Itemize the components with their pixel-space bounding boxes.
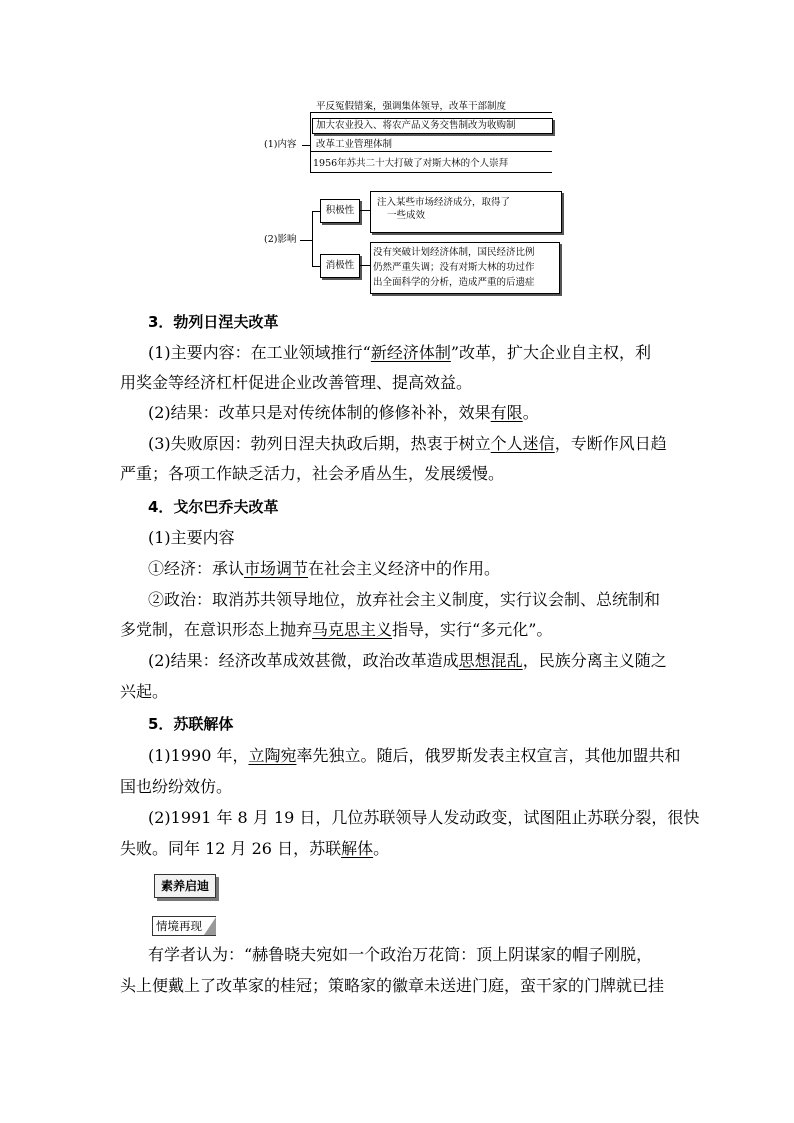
item-underline (310, 172, 552, 173)
positive-label-box (320, 199, 360, 223)
text: 率先独立。随后，俄罗斯发表主权宣言，其他加盟共和 (296, 746, 681, 765)
scenario-badge-label: 情境再现 (156, 919, 202, 933)
content-item-2-box (312, 118, 553, 134)
text: ①经济：承认 (148, 559, 245, 578)
text: 多党制，在意识形态上抛弃 (120, 620, 313, 639)
negative-label-box (320, 254, 360, 278)
literacy-badge: 素养启迪 (154, 874, 216, 898)
text: 。 (373, 839, 390, 858)
bracket-line (312, 211, 313, 266)
text: ，民族分离主义随之 (522, 651, 667, 670)
text: (3)失败原因：勃列日涅夫执政后期，热衷于树立 (148, 434, 491, 453)
section-4-p3-line2 (120, 619, 552, 641)
section-3-p1-line2: 用奖金等经济杠杆促进企业改善管理、提高效益。 (120, 373, 473, 392)
section-4-p4-line1 (148, 650, 667, 672)
positive-text-line-2: 一些成效 (387, 210, 426, 221)
content-item-4: 1956年苏共二十大打破了对斯大林的个人崇拜 (313, 158, 509, 169)
section-3-p2 (148, 402, 539, 424)
section-4-p4-line2: 兴起。 (120, 682, 169, 701)
text: 失败。同年 12 月 26 日，苏联 (120, 839, 342, 858)
section-5-p1-line2: 国也纷纷效仿。 (120, 777, 233, 796)
bracket-line (310, 112, 311, 172)
text: (1)主要内容：在工业领域推行“ (148, 343, 371, 362)
key-term: 市场调节 (244, 559, 309, 578)
connector-line (300, 240, 312, 241)
section-3-p1-line1 (148, 342, 651, 364)
positive-text-line-1: 注入某些市场经济成分，取得了 (377, 197, 511, 208)
connector-line (360, 265, 370, 266)
content-item-2: 加大农业投入、将农产品义务交售制改为收购制 (316, 120, 516, 131)
connector-line (312, 211, 320, 212)
positive-label: 积极性 (325, 205, 355, 216)
khrushchev-reform-diagram (0, 0, 794, 300)
key-term: 解体 (341, 839, 374, 858)
negative-text-line-2: 仍然严重失调；没有对斯大林的功过作 (373, 262, 535, 273)
negative-text-line-1: 没有突破计划经济体制，国民经济比例 (373, 247, 535, 258)
key-term: 立陶宛 (248, 746, 297, 765)
negative-text-box (370, 242, 560, 294)
text: ”改革，扩大企业自主权，利 (450, 343, 652, 362)
section-3-p3-line2: 严重；各项工作缺乏活力，社会矛盾丛生，发展缓慢。 (120, 464, 505, 483)
key-term: 马克思主义 (312, 620, 393, 639)
scenario-badge (152, 916, 216, 936)
content-item-1: 平反冤假错案，强调集体领导，改革干部制度 (316, 101, 507, 112)
positive-text-box (370, 191, 562, 233)
section-5-p2-line2 (120, 838, 389, 860)
impact-label: (2)影响 (264, 234, 297, 245)
section-5-heading: 5．苏联解体 (148, 715, 234, 733)
closing-line-2: 头上便戴上了改革家的桂冠；策略家的徽章未送进门庭，蛮干家的门牌就已挂 (120, 976, 665, 995)
connector-line (312, 266, 320, 267)
section-3-heading: 3．勃列日涅夫改革 (148, 313, 279, 331)
text: ，专断作风日趋 (554, 434, 667, 453)
corner-triangle-icon (204, 917, 216, 935)
section-4-p3-line1: ②政治：取消苏共领导地位，放弃社会主义制度，实行议会制、总统制和 (148, 590, 661, 609)
text: (1)1990 年， (148, 746, 249, 765)
content-item-3: 改革工业管理体制 (316, 139, 393, 150)
item-underline (310, 151, 552, 152)
negative-text-line-3: 出全面科学的分析，造成严重的后遗症 (373, 277, 535, 288)
negative-label: 消极性 (325, 260, 355, 271)
content-label: (1)内容 (264, 139, 297, 150)
closing-line-1: 有学者认为：“赫鲁晓夫宛如一个政治万花筒：顶上阴谋家的帽子刚脱， (148, 945, 653, 964)
text: 在社会主义经济中的作用。 (308, 559, 501, 578)
section-3-p3-line1 (148, 433, 667, 455)
text: (2)结果：改革只是对传统体制的修修补补，效果 (148, 403, 491, 422)
key-term: 有限 (490, 403, 523, 422)
section-4-heading: 4．戈尔巴乔夫改革 (148, 498, 279, 516)
section-5-p2-line1: (2)1991 年 8 月 19 日，几位苏联领导人发动政变，试图阻止苏联分裂，很快 (148, 808, 700, 827)
section-5-p1-line1 (148, 745, 681, 767)
text: 。 (522, 403, 539, 422)
key-term: 新经济体制 (370, 343, 451, 362)
key-term: 个人迷信 (490, 434, 555, 453)
section-4-p2 (148, 558, 500, 580)
text: (2)结果：经济改革成效甚微，政治改革造成 (148, 651, 459, 670)
connector-line (302, 145, 310, 146)
section-4-p1: (1)主要内容 (148, 528, 235, 547)
key-term: 思想混乱 (458, 651, 523, 670)
connector-line (360, 210, 370, 211)
text: 指导，实行“多元化”。 (392, 620, 553, 639)
